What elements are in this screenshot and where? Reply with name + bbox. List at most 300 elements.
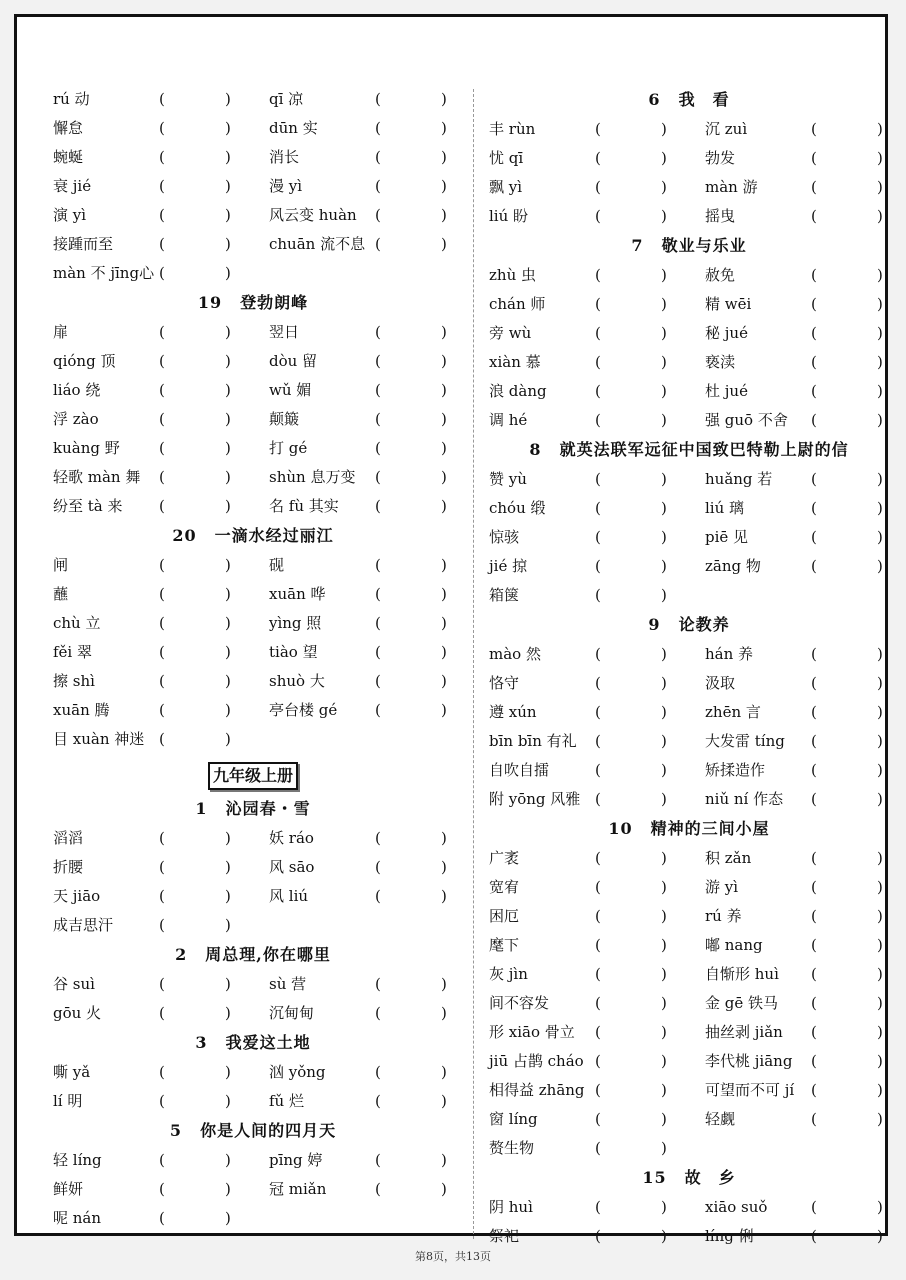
answer-blank-open[interactable]: ( (375, 410, 381, 428)
answer-blank-open[interactable]: ( (159, 1004, 165, 1022)
vocab-term: 勃发 (705, 149, 736, 167)
vocab-row (489, 1105, 889, 1134)
vocab-term: 浪 dàng (489, 382, 547, 400)
vocab-term: 滔滔 (53, 829, 84, 847)
vocab-term: 鲜妍 (53, 1180, 84, 1198)
vocab-row (53, 230, 453, 259)
answer-blank-open[interactable]: ( (375, 1180, 381, 1198)
lesson-heading (489, 231, 889, 261)
vocab-row (53, 911, 453, 940)
vocab-row (53, 580, 453, 609)
vocab-term: 轻觑 (705, 1110, 736, 1128)
vocab-row (53, 376, 453, 405)
vocab-row (489, 640, 889, 669)
vocab-row (53, 114, 453, 143)
vocab-row (489, 290, 889, 319)
answer-blank-open[interactable]: ( (159, 410, 165, 428)
answer-blank-open[interactable]: ( (159, 556, 165, 574)
vocab-term: xuān 哗 (269, 585, 326, 603)
answer-blank-open[interactable]: ( (375, 468, 381, 486)
answer-blank-close: ) (877, 470, 883, 488)
answer-blank-open[interactable]: ( (811, 1052, 817, 1070)
answer-blank-open[interactable]: ( (595, 907, 601, 925)
answer-blank-open[interactable]: ( (375, 887, 381, 905)
vocab-term: 忧 qī (489, 149, 524, 167)
vocab-term: 沉甸甸 (269, 1004, 315, 1022)
vocab-term: rú 养 (705, 907, 742, 925)
vocab-term: niǔ ní 作态 (705, 790, 784, 808)
answer-blank-open[interactable]: ( (375, 829, 381, 847)
vocab-term: 矫揉造作 (705, 761, 766, 779)
answer-blank-open[interactable]: ( (375, 177, 381, 195)
vocab-term: 杜 jué (705, 382, 748, 400)
answer-blank-open[interactable]: ( (811, 645, 817, 663)
vocab-term: hán 养 (705, 645, 754, 663)
answer-blank-open[interactable]: ( (811, 324, 817, 342)
answer-blank-open[interactable]: ( (595, 557, 601, 575)
answer-blank-open[interactable]: ( (595, 586, 601, 604)
answer-blank-open[interactable]: ( (811, 849, 817, 867)
answer-blank-open[interactable]: ( (595, 324, 601, 342)
answer-blank-open[interactable]: ( (159, 177, 165, 195)
answer-blank-close: ) (661, 674, 667, 692)
lesson-number: 20 (172, 526, 197, 545)
vocab-term: 闸 (53, 556, 69, 574)
answer-blank-close: ) (877, 557, 883, 575)
answer-blank-open[interactable]: ( (811, 557, 817, 575)
answer-blank-close: ) (877, 295, 883, 313)
lesson-number: 15 (642, 1168, 667, 1187)
answer-blank-open[interactable]: ( (159, 439, 165, 457)
answer-blank-open[interactable]: ( (159, 975, 165, 993)
lesson-number: 6 (648, 90, 661, 109)
vocab-term: piē 见 (705, 528, 749, 546)
answer-blank-open[interactable]: ( (811, 703, 817, 721)
answer-blank-close: ) (661, 1023, 667, 1041)
vocab-row (489, 1018, 889, 1047)
lesson-title: 故 乡 (684, 1168, 736, 1187)
answer-blank-open[interactable]: ( (375, 148, 381, 166)
vocab-row (53, 970, 453, 999)
vocab-term: 纷至 tà 来 (53, 497, 123, 515)
answer-blank-open[interactable]: ( (595, 120, 601, 138)
answer-blank-open[interactable]: ( (375, 858, 381, 876)
answer-blank-open[interactable]: ( (811, 994, 817, 1012)
vocab-row (53, 318, 453, 347)
vocab-term: 扉 (53, 323, 69, 341)
answer-blank-open[interactable]: ( (375, 119, 381, 137)
vocab-row (53, 1087, 453, 1116)
vocab-row (53, 1175, 453, 1204)
answer-blank-open[interactable]: ( (595, 878, 601, 896)
vocab-term: 翌日 (269, 323, 300, 341)
answer-blank-open[interactable]: ( (375, 439, 381, 457)
vocab-term: 轻 líng (53, 1151, 102, 1169)
answer-blank-open[interactable]: ( (159, 585, 165, 603)
vocab-row (53, 725, 453, 754)
answer-blank-close: ) (661, 207, 667, 225)
answer-blank-open[interactable]: ( (595, 732, 601, 750)
vocab-term: sù 营 (269, 975, 307, 993)
answer-blank-close: ) (877, 1227, 883, 1245)
answer-blank-open[interactable]: ( (375, 497, 381, 515)
answer-blank-open[interactable]: ( (811, 353, 817, 371)
answer-blank-close: ) (225, 1004, 231, 1022)
vocab-term: xiàn 慕 (489, 353, 541, 371)
answer-blank-open[interactable]: ( (159, 235, 165, 253)
answer-blank-close: ) (661, 382, 667, 400)
answer-blank-open[interactable]: ( (811, 499, 817, 517)
answer-blank-open[interactable]: ( (595, 470, 601, 488)
answer-blank-close: ) (441, 1004, 447, 1022)
answer-blank-open[interactable]: ( (159, 916, 165, 934)
answer-blank-open[interactable]: ( (595, 1227, 601, 1245)
answer-blank-close: ) (441, 177, 447, 195)
answer-blank-close: ) (225, 177, 231, 195)
answer-blank-open[interactable]: ( (595, 295, 601, 313)
answer-blank-close: ) (877, 266, 883, 284)
answer-blank-close: ) (225, 730, 231, 748)
answer-blank-open[interactable]: ( (159, 858, 165, 876)
answer-blank-close: ) (661, 528, 667, 546)
vocab-term: chuān 流不息 (269, 235, 366, 253)
vocab-term: 轻歌 màn 舞 (53, 468, 141, 486)
answer-blank-open[interactable]: ( (811, 295, 817, 313)
answer-blank-close: ) (441, 439, 447, 457)
answer-blank-close: ) (441, 556, 447, 574)
answer-blank-close: ) (661, 266, 667, 284)
answer-blank-open[interactable]: ( (159, 672, 165, 690)
answer-blank-close: ) (441, 975, 447, 993)
answer-blank-close: ) (877, 849, 883, 867)
vocab-row (489, 727, 889, 756)
answer-blank-open[interactable]: ( (375, 975, 381, 993)
answer-blank-open[interactable]: ( (595, 1081, 601, 1099)
answer-blank-open[interactable]: ( (375, 90, 381, 108)
answer-blank-open[interactable]: ( (595, 207, 601, 225)
vocab-row (53, 882, 453, 911)
answer-blank-open[interactable]: ( (595, 353, 601, 371)
answer-blank-open[interactable]: ( (811, 790, 817, 808)
answer-blank-open[interactable]: ( (595, 382, 601, 400)
vocab-term: 李代桃 jiāng (705, 1052, 793, 1070)
answer-blank-open[interactable]: ( (375, 1092, 381, 1110)
answer-blank-open[interactable]: ( (159, 887, 165, 905)
answer-blank-open[interactable]: ( (159, 829, 165, 847)
answer-blank-open[interactable]: ( (595, 965, 601, 983)
vocab-term: 麾下 (489, 936, 520, 954)
answer-blank-close: ) (441, 497, 447, 515)
answer-blank-open[interactable]: ( (811, 907, 817, 925)
vocab-term: 砚 (269, 556, 285, 574)
answer-blank-close: ) (441, 90, 447, 108)
column-divider (473, 89, 474, 1239)
answer-blank-open[interactable]: ( (811, 382, 817, 400)
vocab-term: 恪守 (489, 674, 520, 692)
answer-blank-open[interactable]: ( (811, 965, 817, 983)
answer-blank-open[interactable]: ( (595, 499, 601, 517)
vocab-row (489, 261, 889, 290)
lesson-number: 9 (648, 615, 661, 634)
answer-blank-close: ) (661, 470, 667, 488)
vocab-row (53, 696, 453, 725)
answer-blank-close: ) (877, 353, 883, 371)
vocab-row (489, 465, 889, 494)
answer-blank-open[interactable]: ( (375, 1063, 381, 1081)
vocab-term: 惊骇 (489, 528, 520, 546)
answer-blank-close: ) (225, 556, 231, 574)
answer-blank-open[interactable]: ( (595, 528, 601, 546)
answer-blank-close: ) (661, 965, 667, 983)
answer-blank-close: ) (225, 1209, 231, 1227)
answer-blank-open[interactable]: ( (595, 1023, 601, 1041)
answer-blank-open[interactable]: ( (595, 1139, 601, 1157)
answer-blank-close: ) (661, 1052, 667, 1070)
answer-blank-open[interactable]: ( (159, 264, 165, 282)
vocab-term: 附 yōng 风雅 (489, 790, 581, 808)
answer-blank-close: ) (441, 585, 447, 603)
lesson-title: 精神的三间小屋 (650, 819, 770, 838)
answer-blank-open[interactable]: ( (159, 206, 165, 224)
answer-blank-open[interactable]: ( (811, 149, 817, 167)
answer-blank-close: ) (225, 148, 231, 166)
vocab-term: 折腰 (53, 858, 84, 876)
vocab-row (53, 143, 453, 172)
vocab-term: 箱箧 (489, 586, 520, 604)
answer-blank-close: ) (877, 1110, 883, 1128)
answer-blank-open[interactable]: ( (375, 1151, 381, 1169)
answer-blank-open[interactable]: ( (159, 1180, 165, 1198)
vocab-term: 大发雷 tíng (705, 732, 785, 750)
lesson-heading (489, 814, 889, 844)
answer-blank-open[interactable]: ( (159, 730, 165, 748)
answer-blank-open[interactable]: ( (595, 703, 601, 721)
answer-blank-open[interactable]: ( (595, 1198, 601, 1216)
answer-blank-open[interactable]: ( (159, 1063, 165, 1081)
answer-blank-open[interactable]: ( (159, 1092, 165, 1110)
answer-blank-open[interactable]: ( (595, 761, 601, 779)
answer-blank-close: ) (661, 907, 667, 925)
answer-blank-close: ) (225, 1151, 231, 1169)
grade-section-label (53, 754, 453, 794)
answer-blank-open[interactable]: ( (595, 178, 601, 196)
vocab-row (489, 348, 889, 377)
answer-blank-close: ) (661, 178, 667, 196)
vocab-term: chán 师 (489, 295, 546, 313)
answer-blank-close: ) (661, 120, 667, 138)
answer-blank-close: ) (441, 672, 447, 690)
left-column (53, 85, 453, 1233)
lesson-title: 登勃朗峰 (240, 293, 309, 312)
answer-blank-open[interactable]: ( (811, 674, 817, 692)
answer-blank-close: ) (877, 732, 883, 750)
lesson-title: 就英法联军远征中国致巴特勒上尉的信 (559, 440, 849, 459)
vocab-row (53, 259, 453, 288)
answer-blank-close: ) (661, 353, 667, 371)
answer-blank-open[interactable]: ( (811, 207, 817, 225)
vocab-term: dòu 留 (269, 352, 318, 370)
answer-blank-open[interactable]: ( (595, 936, 601, 954)
answer-blank-open[interactable]: ( (595, 266, 601, 284)
vocab-term: 天 jiāo (53, 887, 101, 905)
answer-blank-open[interactable]: ( (159, 701, 165, 719)
answer-blank-close: ) (225, 887, 231, 905)
answer-blank-open[interactable]: ( (375, 323, 381, 341)
answer-blank-open[interactable]: ( (375, 556, 381, 574)
answer-blank-open[interactable]: ( (375, 381, 381, 399)
answer-blank-open[interactable]: ( (159, 119, 165, 137)
vocab-term: 积 zǎn (705, 849, 752, 867)
answer-blank-open[interactable]: ( (811, 1023, 817, 1041)
answer-blank-close: ) (877, 324, 883, 342)
answer-blank-open[interactable]: ( (159, 497, 165, 515)
lesson-number: 1 (195, 799, 208, 818)
answer-blank-open[interactable]: ( (375, 672, 381, 690)
answer-blank-open[interactable]: ( (375, 701, 381, 719)
lesson-number: 19 (197, 293, 223, 312)
vocab-term: jié 掠 (489, 557, 528, 575)
answer-blank-open[interactable]: ( (375, 352, 381, 370)
answer-blank-open[interactable]: ( (375, 614, 381, 632)
answer-blank-close: ) (661, 849, 667, 867)
answer-blank-open[interactable]: ( (811, 528, 817, 546)
vocab-term: chóu 缎 (489, 499, 546, 517)
answer-blank-close: ) (441, 1092, 447, 1110)
vocab-row (489, 523, 889, 552)
answer-blank-open[interactable]: ( (375, 1004, 381, 1022)
answer-blank-open[interactable]: ( (811, 936, 817, 954)
lesson-number: 2 (175, 945, 188, 964)
vocab-row (489, 377, 889, 406)
answer-blank-close: ) (877, 1023, 883, 1041)
answer-blank-open[interactable]: ( (375, 235, 381, 253)
answer-blank-open[interactable]: ( (811, 878, 817, 896)
lesson-title: 沁园春・雪 (225, 799, 311, 818)
answer-blank-open[interactable]: ( (811, 1198, 817, 1216)
vocab-term: 衰 jié (53, 177, 92, 195)
vocab-term: 赦免 (705, 266, 736, 284)
vocab-term: 赞 yù (489, 470, 527, 488)
answer-blank-open[interactable]: ( (159, 352, 165, 370)
vocab-term: dūn 实 (269, 119, 318, 137)
answer-blank-open[interactable]: ( (159, 1209, 165, 1227)
vocab-term: xiāo suǒ (705, 1198, 768, 1216)
page-footer: 第8页，共13页 (415, 1250, 491, 1263)
answer-blank-open[interactable]: ( (595, 674, 601, 692)
answer-blank-close: ) (441, 858, 447, 876)
answer-blank-close: ) (877, 907, 883, 925)
answer-blank-close: ) (661, 324, 667, 342)
vocab-row (53, 347, 453, 376)
answer-blank-open[interactable]: ( (811, 470, 817, 488)
answer-blank-open[interactable]: ( (159, 381, 165, 399)
answer-blank-open[interactable]: ( (595, 849, 601, 867)
answer-blank-open[interactable]: ( (811, 732, 817, 750)
vocab-term: tiào 望 (269, 643, 318, 661)
answer-blank-open[interactable]: ( (811, 1081, 817, 1099)
lesson-number: 7 (631, 236, 644, 255)
vocab-term: 成吉思汗 (53, 916, 114, 934)
vocab-row (53, 85, 453, 114)
answer-blank-open[interactable]: ( (159, 468, 165, 486)
vocab-term: 窗 líng (489, 1110, 538, 1128)
answer-blank-open[interactable]: ( (159, 614, 165, 632)
vocab-term: kuàng 野 (53, 439, 120, 457)
vocab-term: 浮 zào (53, 410, 99, 428)
vocab-row (489, 931, 889, 960)
vocab-term: huǎng 若 (705, 470, 773, 488)
answer-blank-close: ) (877, 149, 883, 167)
vocab-row (53, 638, 453, 667)
answer-blank-open[interactable]: ( (375, 206, 381, 224)
answer-blank-open[interactable]: ( (811, 266, 817, 284)
vocab-term: 嘶 yǎ (53, 1063, 91, 1081)
answer-blank-close: ) (661, 499, 667, 517)
answer-blank-open[interactable]: ( (811, 411, 817, 429)
answer-blank-open[interactable]: ( (811, 178, 817, 196)
answer-blank-close: ) (441, 643, 447, 661)
answer-blank-open[interactable]: ( (811, 1227, 817, 1245)
answer-blank-open[interactable]: ( (159, 1151, 165, 1169)
answer-blank-close: ) (225, 701, 231, 719)
answer-blank-close: ) (661, 732, 667, 750)
answer-blank-open[interactable]: ( (811, 120, 817, 138)
answer-blank-open[interactable]: ( (595, 994, 601, 1012)
answer-blank-open[interactable]: ( (159, 323, 165, 341)
answer-blank-open[interactable]: ( (159, 643, 165, 661)
answer-blank-close: ) (225, 119, 231, 137)
answer-blank-close: ) (225, 829, 231, 847)
answer-blank-open[interactable]: ( (375, 585, 381, 603)
answer-blank-close: ) (225, 352, 231, 370)
answer-blank-open[interactable]: ( (811, 761, 817, 779)
answer-blank-open[interactable]: ( (595, 1110, 601, 1128)
answer-blank-open[interactable]: ( (375, 643, 381, 661)
answer-blank-open[interactable]: ( (159, 148, 165, 166)
vocab-term: 相得益 zhāng (489, 1081, 585, 1099)
vocab-row (53, 172, 453, 201)
vocab-row (489, 494, 889, 523)
vocab-term: 自惭形 huì (705, 965, 779, 983)
answer-blank-open[interactable]: ( (595, 790, 601, 808)
answer-blank-close: ) (225, 381, 231, 399)
vocab-term: qī 凉 (269, 90, 304, 108)
answer-blank-close: ) (441, 352, 447, 370)
lesson-title: 我爱这土地 (225, 1033, 311, 1052)
lesson-heading (489, 435, 889, 465)
answer-blank-open[interactable]: ( (595, 411, 601, 429)
answer-blank-open[interactable]: ( (595, 149, 601, 167)
answer-blank-close: ) (661, 994, 667, 1012)
vocab-term: 旁 wù (489, 324, 532, 342)
vocab-term: 风 sāo (269, 858, 315, 876)
vocab-term: lí 明 (53, 1092, 83, 1110)
answer-blank-open[interactable]: ( (595, 645, 601, 663)
answer-blank-open[interactable]: ( (595, 1052, 601, 1070)
vocab-row (53, 999, 453, 1028)
answer-blank-close: ) (225, 206, 231, 224)
answer-blank-close: ) (661, 411, 667, 429)
vocab-term: 祭祀 (489, 1227, 520, 1245)
answer-blank-open[interactable]: ( (159, 90, 165, 108)
answer-blank-open[interactable]: ( (811, 1110, 817, 1128)
answer-blank-close: ) (661, 645, 667, 663)
vocab-term: 自吹自擂 (489, 761, 550, 779)
vocab-term: 强 guō 不舍 (705, 411, 788, 429)
vocab-term: 亭台楼 gé (269, 701, 338, 719)
grade-title: 九年级上册 (208, 762, 298, 790)
answer-blank-close: ) (441, 1180, 447, 1198)
